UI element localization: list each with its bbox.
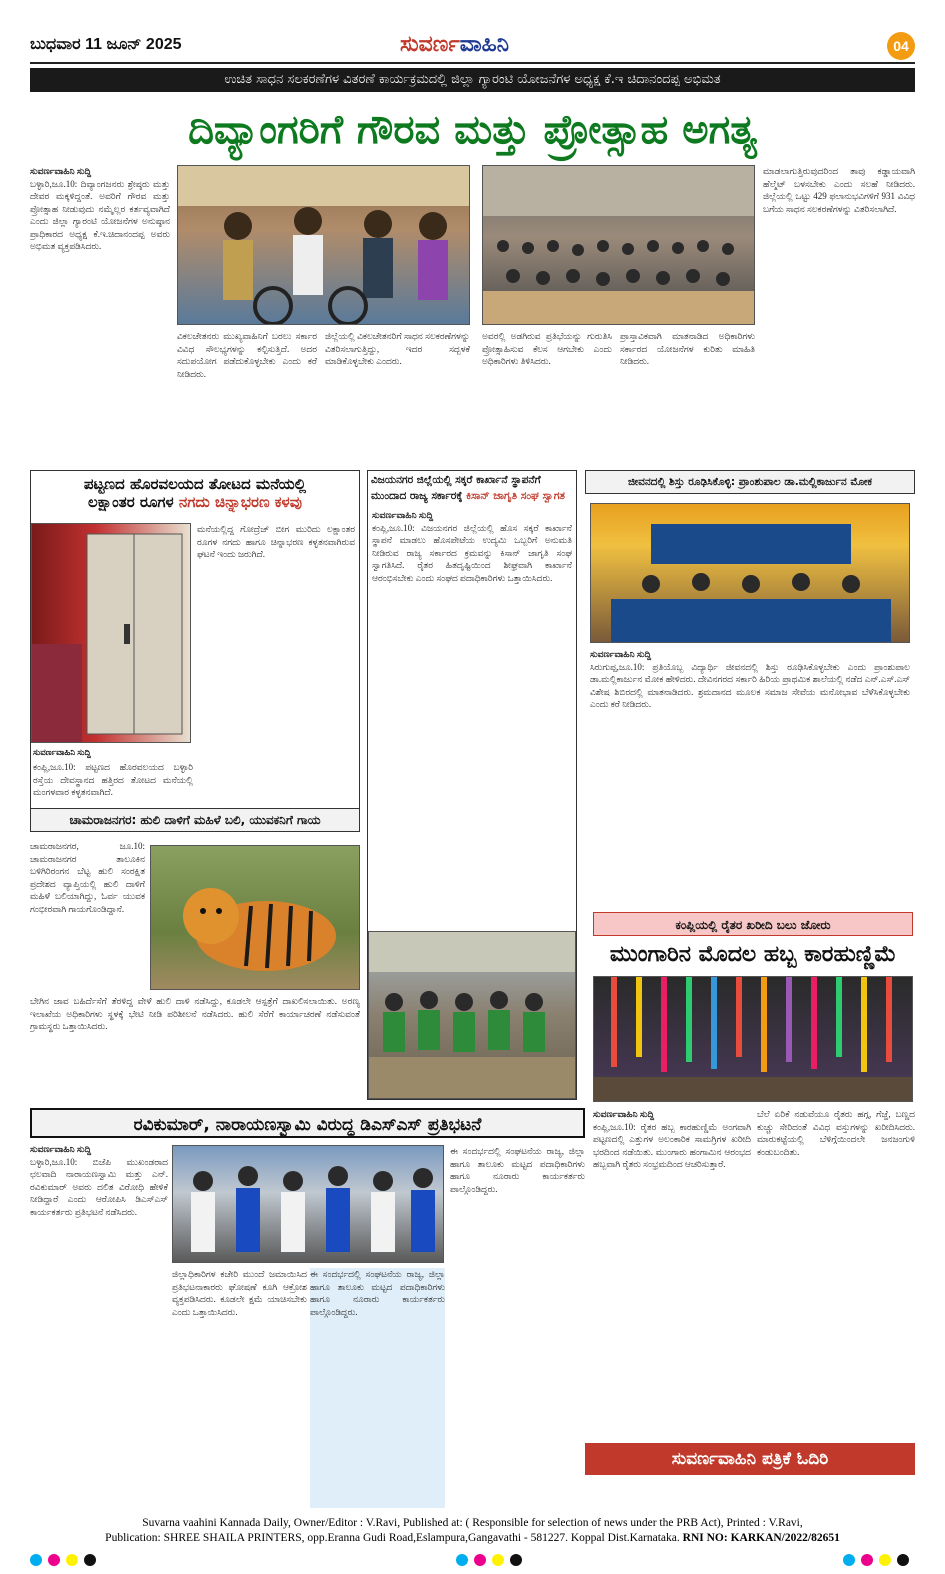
lead-column-2 [177,330,317,465]
festival-body-left [593,1108,751,1438]
theft-headline-part-a: ಲಕ್ಷಾಂತರ ರೂಗಳ [88,493,179,511]
broken-cupboard-image [32,524,191,743]
lead-headline: ದಿವ್ಯಾಂಗರಿಗೆ ಗೌರವ ಮತ್ತು ಪ್ರೋತ್ಸಾಹ ಅಗತ್ಯ [188,107,757,153]
imprint-address: Publication: SHREE SHAILA PRINTERS, opp.Eranna Gudi Road,Eslampura,Gangavathi - 581227. Koppal Dist.Karnataka. [105,1532,680,1544]
sugar-headline-line2 [368,490,576,503]
cyan-dot-icon [30,1554,42,1566]
festival-body-right: ಬೆಲೆ ಏರಿಕೆ ನಡುವೆಯೂ ರೈತರು ಹಗ್ಗ, ಗೆಜ್ಜೆ, ಬಣ್ಣದ ಕುಚ್ಚು ಸೇರಿದಂತೆ ವಿವಿಧ ವಸ್ತುಗಳನ್ನು ಖರೀದಿಸಿದರು. ಮಾರುಕಟ್ಟೆಯಲ್ಲಿ ಬೆಳಿಗ್ಗೆಯಿಂದಲೇ ಜನಜಂಗುಳಿ ಕಂಡುಬಂದಿತು. [757,1109,915,1157]
tiger-headline: ಚಾಮರಾಜನಗರ: ಹುಲಿ ದಾಳಿಗೆ ಮಹಿಳೆ ಬಲಿ, ಯುವಕನಿಗೆ ಗಾಯ [30,808,360,832]
lead-body-col5: ಪ್ರಾಸ್ತಾವಿಕವಾಗಿ ಮಾತನಾಡಿದ ಅಧಿಕಾರಿಗಳು ಸರ್ಕಾರದ ಯೋಜನೆಗಳ ಕುರಿತು ಮಾಹಿತಿ ನೀಡಿದರು. [620,331,755,366]
protest-byline: ಸುವರ್ಣವಾಹಿನಿ ಸುದ್ದಿ [30,1144,92,1154]
tiger-body-bottom: ಬೇಗಿನ ಜಾವ ಬಹಿರ್ದೆಸೆಗೆ ತೆರಳಿದ್ದ ವೇಳೆ ಹುಲಿ ದಾಳಿ ನಡೆಸಿದ್ದು, ಕೂಡಲೇ ಆಸ್ಪತ್ರೆಗೆ ದಾಖಲಿಸಲಾಯಿತು. ಅರಣ್ಯ ಇಲಾಖೆಯ ಅಧಿಕಾರಿಗಳು ಸ್ಥಳಕ್ಕೆ ಭೇಟಿ ನೀಡಿ ಪರಿಶೀಲನೆ ನಡೆಸಿದರು. ಹುಲಿ ಸೆರೆಗೆ ಕಾರ್ಯಾಚರಣೆ ನಡೆಸುವಂತೆ ಗ್ರಾಮಸ್ಥರು ಒತ್ತಾಯಿಸಿದರು. [30,996,360,1031]
festival-photo [593,976,913,1102]
cyan-dot-icon [843,1554,855,1566]
sugar-headline-part-a: ಮುಂದಾದ ರಾಜ್ಯ ಸರ್ಕಾರಕ್ಕೆ [371,490,467,502]
school-headline: ಜೀವನದಲ್ಲಿ ಶಿಸ್ತು ರೂಢಿಸಿಕೊಳ್ಳಿ: ಪ್ರಾಂಶುಪಾಲ ಡಾ.ಮಲ್ಲಿಕಾರ್ಜುನ ಮೋಕ [585,470,915,494]
black-dot-icon [510,1554,522,1566]
lead-column-6 [763,165,915,465]
theft-photo [31,523,191,743]
sugar-body [368,503,576,923]
imprint-line1: Suvarna vaahini Kannada Daily, Owner/Editor : V.Ravi, Published at: ( Responsible for selection of news under the PRB Act), Printed : V.Ravi, [142,1517,803,1529]
lead-column-1 [30,165,170,465]
sugar-byline: ಸುವರ್ಣವಾಹಿನಿ ಸುದ್ದಿ [372,510,434,520]
magenta-dot-icon [474,1554,486,1566]
protest-body-left [30,1143,168,1508]
lead-column-5 [620,330,755,465]
sugar-body-text: ಕಂಪ್ಲಿ,ಜೂ.10: ವಿಜಯನಗರ ಜಿಲ್ಲೆಯಲ್ಲಿ ಹೊಸ ಸಕ್ಕರೆ ಕಾರ್ಖಾನೆ ಸ್ಥಾಪನೆ ಮಾಡಲು ಹೊಸಪೇಟೆಯ ಉದ್ಯಮಿ ಒಬ್ಬರಿಗೆ ಅನುಮತಿ ನೀಡಿರುವ ರಾಜ್ಯ ಸರ್ಕಾರದ ಕ್ರಮವನ್ನು ಕಿಸಾನ್ ಜಾಗೃತಿ ಸಂಘ ಸ್ವಾಗತಿಸಿದೆ. ರೈತರ ಹಿತದೃಷ್ಟಿಯಿಂದ ಶೀಘ್ರವಾಗಿ ಕಾರ್ಖಾನೆ ಆರಂಭಿಸಬೇಕು ಎಂದು ಸಂಘದ ಪದಾಧಿಕಾರಿಗಳು ಒತ್ತಾಯಿಸಿದರು. [372,522,572,583]
theft-headline-line2 [31,493,359,511]
yellow-dot-icon [66,1554,78,1566]
sugar-story [367,470,577,1100]
cyan-dot-icon [456,1554,468,1566]
color-registration-marks-right [843,1554,909,1566]
brand-part2: ವಾಹಿನಿ [459,32,510,57]
issue-date: ಬುಧವಾರ 11 ಜೂನ್ 2025 [30,36,182,53]
lead-photo-audience [482,165,755,325]
protest-body-right: ಈ ಸಂದರ್ಭದಲ್ಲಿ ಸಂಘಟನೆಯ ರಾಜ್ಯ, ಜಿಲ್ಲಾ ಹಾಗೂ ತಾಲೂಕು ಮಟ್ಟದ ಪದಾಧಿಕಾರಿಗಳು ಹಾಗೂ ನೂರಾರು ಕಾರ್ಯಕರ್ತರು ಪಾಲ್ಗೊಂಡಿದ್ದರು. [450,1146,585,1194]
festival-byline: ಸುವರ್ಣವಾಹಿನಿ ಸುದ್ದಿ [593,1109,655,1119]
festival-body-left-text: ಕಂಪ್ಲಿ,ಜೂ.10: ರೈತರ ಹಬ್ಬ ಕಾರಹುಣ್ಣಿಮೆ ಅಂಗವಾಗಿ ಪಟ್ಟಣದಲ್ಲಿ ಎತ್ತುಗಳ ಅಲಂಕಾರಿಕ ಸಾಮಗ್ರಿಗಳ ಖರೀದಿ ಭರದಿಂದ ನಡೆಯಿತು. ಮುಂಗಾರು ಹಂಗಾಮಿನ ಆರಂಭದ ಹಬ್ಬವಾಗಿ ರೈತರು ಸಂಭ್ರಮದಿಂದ ಆಚರಿಸುತ್ತಾರೆ. [593,1121,751,1169]
school-body [590,648,910,898]
dais-event-image [591,504,910,643]
protest-photo [172,1145,444,1263]
lead-body-col1: ಬಳ್ಳಾರಿ,ಜೂ.10: ದಿವ್ಯಾಂಗಜನರು ಶ್ರೇಷ್ಠರು ಮತ್ತು ದೇವರ ಮಕ್ಕಳಿದ್ದಂತೆ. ಅವರಿಗೆ ಗೌರವ ಮತ್ತು ಪ್ರೋತ್ಸಾಹ ನೀಡುವುದು ನಮ್ಮೆಲ್ಲರ ಕರ್ತವ್ಯವಾಗಿದೆ ಎಂದು ಜಿಲ್ಲಾ ಗ್ಯಾರಂಟಿ ಯೋಜನೆಗಳ ಅನುಷ್ಠಾನ ಪ್ರಾಧಿಕಾರದ ಅಧ್ಯಕ್ಷ ಕೆ.ಇ.ಚಿದಾನಂದಪ್ಪ ಅವರು ಅಭಿಮತ ವ್ಯಕ್ತಪಡಿಸಿದರು. [30,178,170,251]
page-number: 04 [887,32,915,60]
color-registration-marks-center [456,1554,522,1566]
sugar-photo [368,931,576,1099]
tiger-body-left: ಚಾಮರಾಜನಗರ, ಜೂ.10: ಚಾಮರಾಜನಗರ ತಾಲೂಕಿನ ಬಳಿಗಿರಿರಂಗನ ಬೆಟ್ಟ ಹುಲಿ ಸಂರಕ್ಷಿತ ಪ್ರದೇಶದ ವ್ಯಾಪ್ತಿಯಲ್ಲಿ ಹುಲಿ ದಾಳಿಗೆ ಮಹಿಳೆ ಬಲಿಯಾಗಿದ್ದು, ಓರ್ವ ಯುವಕ ಗಂಭೀರವಾಗಿ ಗಾಯಗೊಂಡಿದ್ದಾನೆ. [30,841,145,914]
lead-body-col4: ಅವರಲ್ಲಿ ಅಡಗಿರುವ ಪ್ರತಿಭೆಯನ್ನು ಗುರುತಿಸಿ ಪ್ರೋತ್ಸಾಹಿಸುವ ಕೆಲಸ ಆಗಬೇಕು ಎಂದು ಅಧಿಕಾರಿಗಳು ತಿಳಿಸಿದರು. [482,331,612,366]
newspaper-logo [400,32,509,57]
lead-body-col2: ವಿಕಲಚೇತನರು ಮುಖ್ಯವಾಹಿನಿಗೆ ಬರಲು ಸರ್ಕಾರ ವಿವಿಧ ಸೌಲಭ್ಯಗಳನ್ನು ಕಲ್ಪಿಸುತ್ತಿದೆ. ಅದರ ಸದುಪಯೋಗ ಪಡೆದುಕೊಳ್ಳಬೇಕು ಎಂದು ಕರೆ ನೀಡಿದರು. [177,331,317,379]
people-wheelchair-image [178,166,470,325]
theft-body: ಮನೆಯಲ್ಲಿದ್ದ ಗೋದ್ರೆಜ್ ಬೀಗ ಮುರಿದು ಲಕ್ಷಾಂತರ ರೂಗಳ ನಗದು ಹಾಗೂ ಚಿನ್ನಾಭರಣ ಕಳ್ಳತನವಾಗಿರುವ ಘಟನೆ ಇಂದು ಜರುಗಿದೆ. [197,524,355,559]
school-byline: ಸುವರ್ಣವಾಹಿನಿ ಸುದ್ದಿ [590,649,652,659]
lead-kicker: ಉಚಿತ ಸಾಧನ ಸಲಕರಣೆಗಳ ವಿತರಣೆ ಕಾರ್ಯಕ್ರಮದಲ್ಲಿ ಜಿಲ್ಲಾ ಗ್ಯಾರಂಟಿ ಯೋಜನೆಗಳ ಅಧ್ಯಕ್ಷ ಕೆ.ಇ ಚಿದಾನಂದಪ್ಪ ಅಭಿಮತ [30,68,915,92]
sugar-headline-line1: ವಿಜಯನಗರ ಜಿಲ್ಲೆಯಲ್ಲಿ ಸಕ್ಕರೆ ಕಾರ್ಖಾನೆ ಸ್ಥಾಪನೆಗೆ [371,474,541,486]
subscribe-banner: ಸುವರ್ಣವಾಹಿನಿ ಪತ್ರಿಕೆ ಓದಿರಿ [585,1443,915,1475]
theft-headline-line1: ಪಟ್ಟಣದ ಹೊರವಲಯದ ತೋಟದ ಮನೆಯಲ್ಲಿ [83,475,307,493]
festival-headline: ಮುಂಗಾರಿನ ಮೊದಲ ಹಬ್ಬ ಕಾರಹುಣ್ಣಿಮೆ [609,942,897,967]
market-decorations-image [594,977,913,1102]
magenta-dot-icon [48,1554,60,1566]
protest-body-mid-right: ಈ ಸಂದರ್ಭದಲ್ಲಿ ಸಂಘಟನೆಯ ರಾಜ್ಯ, ಜಿಲ್ಲಾ ಹಾಗೂ ತಾಲೂಕು ಮಟ್ಟದ ಪದಾಧಿಕಾರಿಗಳು ಹಾಗೂ ನೂರಾರು ಕಾರ್ಯಕರ್ತರು ಪಾಲ್ಗೊಂಡಿದ್ದರು. [310,1268,445,1508]
lead-body-col6: ಮಾಡಲಾಗುತ್ತಿರುವುದರಿಂದ ತಾವು ಕಡ್ಡಾಯವಾಗಿ ಹೆಲ್ಮೆಟ್ ಬಳಸಬೇಕು ಎಂದು ಸಲಹೆ ನೀಡಿದರು. ಜಿಲ್ಲೆಯಲ್ಲಿ ಒಟ್ಟು 429 ಫಲಾನುಭವಿಗಳಿಗೆ 931 ವಿವಿಧ ಬಗೆಯ ಸಾಧನ ಸಲಕರಣೆಗಳನ್ನು ವಿತರಿಸಲಾಗಿದೆ. [763,166,915,214]
imprint-line2 [30,1531,915,1546]
lead-byline: ಸುವರ್ಣವಾಹಿನಿ ಸುದ್ದಿ [30,166,92,176]
lead-photo-ceremony [177,165,470,325]
tiger-photo [150,845,360,990]
black-dot-icon [897,1554,909,1566]
imprint-footer [30,1516,915,1546]
tiger-image [151,846,360,990]
sugar-headline-part-b: ಕಿಸಾನ್ ಜಾಗೃತಿ ಸಂಘ ಸ್ವಾಗತ [466,490,565,502]
brand-part1: ಸುವರ್ಣ [400,32,460,57]
masthead [30,30,915,64]
protest-body-left-text: ಬಳ್ಳಾರಿ,ಜೂ.10: ಬಿಜೆಪಿ ಮುಖಂಡರಾದ ಛಲವಾದಿ ನಾರಾಯಣಸ್ವಾಮಿ ಮತ್ತು ಎನ್. ರವಿಕುಮಾರ್ ಅವರು ದಲಿತ ವಿರೋಧಿ ಹೇಳಿಕೆ ನೀಡಿದ್ದಾರೆ ಎಂದು ಆರೋಪಿಸಿ ಡಿಎಸ್‌ಎಸ್ ಕಾರ್ಯಕರ್ತರು ಪ್ರತಿಭಟನೆ ನಡೆಸಿದರು. [30,1156,168,1217]
color-registration-marks-left [30,1554,96,1566]
theft-headline-part-b: ನಗದು ಚಿನ್ನಾಭರಣ ಕಳವು [178,493,302,511]
protesters-image [173,1146,444,1263]
festival-tag: ಕಂಪ್ಲಿಯಲ್ಲಿ ರೈತರ ಖರೀದಿ ಬಲು ಜೋರು [593,912,913,936]
lead-body-col3: ಜಿಲ್ಲೆಯಲ್ಲಿ ವಿಕಲಚೇತನರಿಗೆ ಸಾಧನ ಸಲಕರಣೆಗಳನ್ನು ವಿತರಿಸಲಾಗುತ್ತಿದ್ದು, ಇದರ ಸದ್ಬಳಕೆ ಮಾಡಿಕೊಳ್ಳಬೇಕು ಎಂದರು. [325,331,470,366]
school-photo [590,503,910,643]
black-dot-icon [84,1554,96,1566]
farmers-meeting-image [369,932,576,1099]
rni-number: RNI NO: KARKAN/2022/82651 [682,1532,840,1544]
audience-image [483,166,755,325]
magenta-dot-icon [861,1554,873,1566]
yellow-dot-icon [879,1554,891,1566]
yellow-dot-icon [492,1554,504,1566]
protest-body-mid-left: ಜಿಲ್ಲಾಧಿಕಾರಿಗಳ ಕಚೇರಿ ಮುಂದೆ ಜಮಾಯಿಸಿದ ಪ್ರತಿಭಟನಾಕಾರರು ಘೋಷಣೆ ಕೂಗಿ ಆಕ್ರೋಶ ವ್ಯಕ್ತಪಡಿಸಿದರು. ಕೂಡಲೇ ಕ್ಷಮೆ ಯಾಚಿಸಬೇಕು ಎಂದು ಒತ್ತಾಯಿಸಿದರು. [172,1269,307,1317]
school-body-text: ಸಿರುಗುಪ್ಪ,ಜೂ.10: ಪ್ರತಿಯೊಬ್ಬ ವಿದ್ಯಾರ್ಥಿ ಜೀವನದಲ್ಲಿ ಶಿಸ್ತು ರೂಢಿಸಿಕೊಳ್ಳಬೇಕು ಎಂದು ಪ್ರಾಂಶುಪಾಲ ಡಾ.ಮಲ್ಲಿಕಾರ್ಜುನ ಮೋಕ ಹೇಳಿದರು. ದೇವಿನಗರದ ಸರ್ಕಾರಿ ಹಿರಿಯ ಪ್ರಾಥಮಿಕ ಶಾಲೆಯಲ್ಲಿ ನಡೆದ ಎನ್.ಎಸ್.ಎಸ್ ವಿಶೇಷ ಶಿಬಿರದಲ್ಲಿ ಮಾತನಾಡಿದರು. ಶ್ರಮದಾನದ ಮೂಲಕ ಸಮಾಜ ಸೇವೆಯ ಮನೋಭಾವ ಬೆಳೆಸಿಕೊಳ್ಳಬೇಕು ಎಂದು ಕರೆ ನೀಡಿದರು. [590,661,910,709]
lead-column-3 [325,330,470,465]
theft-story [30,470,360,832]
lead-column-4 [482,330,612,465]
theft-caption: ಕಂಪ್ಲಿ,ಜೂ.10: ಪಟ್ಟಣದ ಹೊರವಲಯದ ಬಳ್ಳಾರಿ ರಸ್ತೆಯ ದೇವಸ್ಥಾನದ ಹತ್ತಿರದ ತೋಟದ ಮನೆಯಲ್ಲಿ ಮಂಗಳವಾರ ಕಳ್ಳತನವಾಗಿದೆ. [33,762,193,797]
protest-headline: ರವಿಕುಮಾರ್, ನಾರಾಯಣಸ್ವಾಮಿ ವಿರುದ್ಧ ಡಿಎಸ್‌ಎಸ್ ಪ್ರತಿಭಟನೆ [30,1108,585,1138]
theft-byline: ಸುವರ್ಣವಾಹಿನಿ ಸುದ್ದಿ [33,747,91,757]
